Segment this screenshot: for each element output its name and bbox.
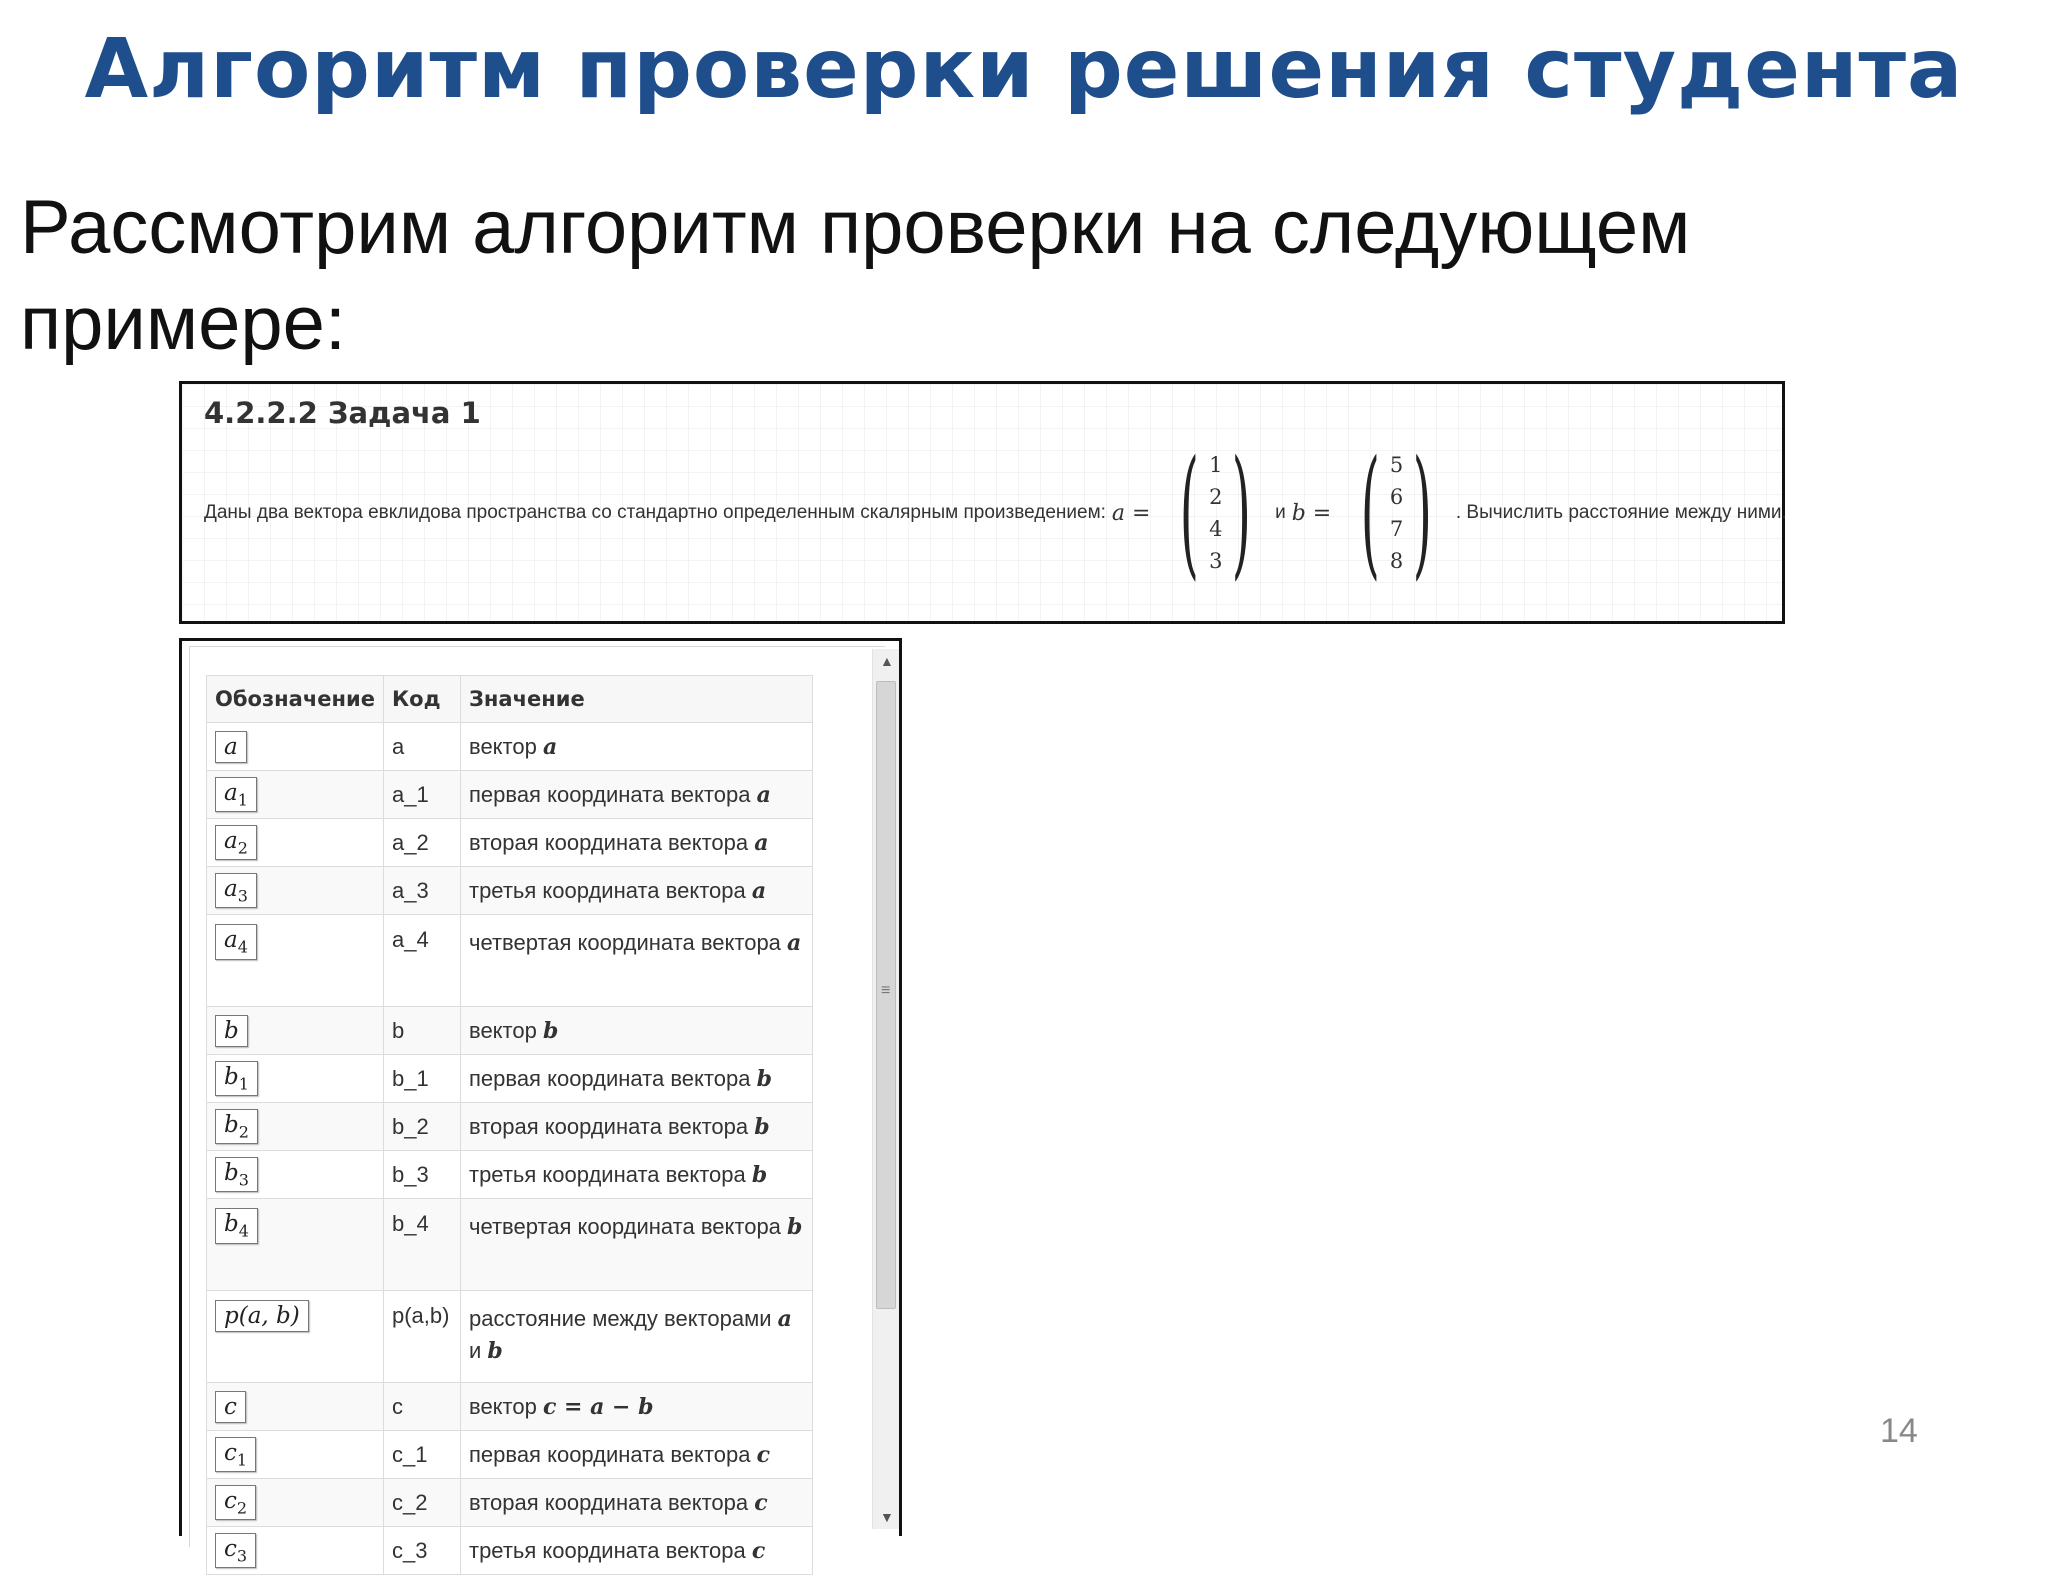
cell-code: b_3 <box>384 1151 461 1199</box>
table-row <box>207 867 813 915</box>
cell-value <box>461 1151 813 1199</box>
symbol-button[interactable] <box>215 1533 256 1569</box>
symbol-subscript: 4 <box>237 937 248 957</box>
symbol-text: b <box>224 1111 239 1138</box>
cell-code: c_1 <box>384 1431 461 1479</box>
table-row <box>207 1431 813 1479</box>
task-text-before: Даны два вектора евклидова пространства со стандартно определенным скалярным произведением: <box>204 502 1106 523</box>
table-row <box>207 771 813 819</box>
symbol-subscript: 4 <box>238 1221 249 1241</box>
table-row <box>207 1103 813 1151</box>
value-variable: a <box>751 877 767 904</box>
value-variable: c <box>751 1537 766 1564</box>
cell-symbol <box>207 1199 384 1291</box>
value-text: третья координата вектора <box>469 1537 746 1563</box>
value-text: первая координата вектора <box>469 1065 751 1091</box>
cell-code: b_1 <box>384 1055 461 1103</box>
table-row <box>207 1291 813 1383</box>
value-variable: a <box>542 733 558 760</box>
value-text: вторая координата вектора <box>469 1489 749 1515</box>
value-variable: b <box>787 1214 803 1240</box>
cell-symbol <box>207 723 384 771</box>
cell-symbol <box>207 1103 384 1151</box>
cell-symbol <box>207 1479 384 1527</box>
cell-code: b <box>384 1007 461 1055</box>
variables-panel <box>179 638 902 1566</box>
table-row <box>207 1151 813 1199</box>
cell-value <box>461 1291 813 1383</box>
table-row <box>207 1527 813 1575</box>
header-code: Код <box>384 676 461 723</box>
symbol-subscript: 3 <box>236 1546 248 1566</box>
symbol-subscript: 1 <box>238 1074 249 1094</box>
value-variable: a <box>754 829 769 856</box>
vector-a-value: 4 <box>1209 517 1223 541</box>
table-row <box>207 915 813 1007</box>
symbol-button[interactable] <box>215 1061 258 1097</box>
value-variable: b <box>542 1017 559 1044</box>
scrollbar[interactable] <box>872 649 899 1529</box>
task-heading: 4.2.2.2 Задача 1 <box>204 396 481 430</box>
value-text: первая координата вектора <box>469 781 751 807</box>
cell-value <box>461 723 813 771</box>
symbol-text: c <box>224 1393 237 1420</box>
cell-symbol <box>207 1007 384 1055</box>
value-text: четвертая координата вектора <box>469 930 781 955</box>
table-row <box>207 1007 813 1055</box>
value-text: вектор <box>469 1393 537 1419</box>
variables-table <box>206 675 813 1575</box>
cell-symbol <box>207 1527 384 1575</box>
cell-symbol <box>207 1383 384 1431</box>
cell-code: a <box>384 723 461 771</box>
cell-value <box>461 1479 813 1527</box>
symbol-text: a <box>224 927 238 953</box>
cell-value <box>461 1055 813 1103</box>
cell-code: c_2 <box>384 1479 461 1527</box>
vector-b-value: 6 <box>1389 485 1404 509</box>
value-variable: b <box>751 1161 768 1188</box>
value-text: четвертая координата вектора <box>469 1214 781 1239</box>
symbol-text: p(a, b) <box>224 1303 300 1329</box>
symbol-text: b <box>224 1211 239 1237</box>
symbol-button[interactable] <box>215 924 257 960</box>
value-text: вектор <box>469 733 537 759</box>
symbol-button[interactable] <box>215 731 247 763</box>
cell-code: p(a,b) <box>384 1291 461 1383</box>
page-number: 14 <box>1880 1412 1918 1450</box>
value-text: расстояние между векторами <box>469 1306 772 1331</box>
cell-code: a_3 <box>384 867 461 915</box>
task-panel <box>179 381 1785 624</box>
value-text: вторая координата вектора <box>469 829 749 855</box>
value-variable: c = a − b <box>542 1393 654 1420</box>
vector-b-value: 8 <box>1389 549 1404 573</box>
cell-symbol <box>207 1151 384 1199</box>
vector-b-label: b = <box>1291 500 1332 526</box>
table-row <box>207 1055 813 1103</box>
cell-code: b_4 <box>384 1199 461 1291</box>
right-paren-icon: ) <box>1232 431 1252 594</box>
task-text-after: . Вычислить расстояние между ними. <box>1455 502 1787 523</box>
cell-code: a_1 <box>384 771 461 819</box>
value-text: вторая координата вектора <box>469 1113 749 1139</box>
cell-value <box>461 1007 813 1055</box>
symbol-subscript: 1 <box>236 1450 248 1470</box>
table-header-row <box>207 676 813 723</box>
cell-symbol <box>207 819 384 867</box>
table-row <box>207 819 813 867</box>
cell-code: a_2 <box>384 819 461 867</box>
cell-value <box>461 819 813 867</box>
slide-title: Алгоритм проверки решения студента <box>84 22 1964 117</box>
cell-symbol <box>207 771 384 819</box>
value-text: третья координата вектора <box>469 1161 746 1187</box>
cell-symbol <box>207 1431 384 1479</box>
symbol-subscript: 3 <box>238 1170 249 1190</box>
cell-code: c <box>384 1383 461 1431</box>
cell-value <box>461 867 813 915</box>
vector-a-matrix <box>1162 431 1269 594</box>
symbol-button[interactable] <box>215 873 257 909</box>
symbol-button[interactable] <box>215 1109 258 1145</box>
value-conj: и <box>469 1338 482 1363</box>
symbol-text: c <box>224 1487 237 1514</box>
symbol-button[interactable] <box>215 1437 256 1473</box>
cell-value <box>461 771 813 819</box>
symbol-text: a <box>224 827 238 854</box>
task-conj: и <box>1275 502 1286 523</box>
right-paren-icon: ) <box>1412 431 1433 594</box>
value-variable: a <box>756 781 771 808</box>
cell-code: a_4 <box>384 915 461 1007</box>
symbol-text: b <box>224 1159 239 1186</box>
table-row <box>207 1199 813 1291</box>
symbol-subscript: 2 <box>237 838 248 858</box>
symbol-text: b <box>224 1017 239 1044</box>
header-symbol: Обозначение <box>207 676 384 723</box>
symbol-button[interactable] <box>215 1391 246 1423</box>
symbol-button[interactable] <box>215 1300 309 1332</box>
symbol-button[interactable] <box>215 1208 258 1244</box>
cell-value <box>461 1103 813 1151</box>
value-variable: a <box>787 930 802 956</box>
value-variable: c <box>754 1489 768 1516</box>
symbol-button[interactable] <box>215 825 257 861</box>
intro-text: Рассмотрим алгоритм проверки на следующем примере: <box>20 185 1691 366</box>
cell-symbol <box>207 1055 384 1103</box>
cell-value <box>461 1199 813 1291</box>
value-variable: b <box>756 1065 772 1092</box>
symbol-button[interactable] <box>215 1485 256 1521</box>
symbol-text: a <box>224 733 238 760</box>
cell-symbol <box>207 867 384 915</box>
cell-symbol <box>207 1291 384 1383</box>
left-paren-icon: ( <box>1360 431 1381 594</box>
header-value: Значение <box>461 676 813 723</box>
scroll-thumb[interactable] <box>876 681 896 1309</box>
symbol-text: b <box>224 1063 239 1090</box>
vector-a-value: 3 <box>1209 549 1223 573</box>
value-variable: b <box>487 1338 503 1364</box>
table-row <box>207 1479 813 1527</box>
vector-a-value: 2 <box>1209 485 1223 509</box>
table-row <box>207 1383 813 1431</box>
value-text: третья координата вектора <box>469 877 746 903</box>
symbol-subscript: 3 <box>237 886 248 906</box>
vector-b-value: 5 <box>1389 453 1404 477</box>
symbol-button[interactable] <box>215 1015 248 1047</box>
grip-icon: ≡ <box>881 982 891 999</box>
symbol-subscript: 2 <box>238 1122 249 1142</box>
vector-a-label: a = <box>1111 500 1151 526</box>
left-paren-icon: ( <box>1180 431 1200 594</box>
symbol-text: a <box>224 875 238 902</box>
symbol-text: c <box>224 1535 237 1562</box>
cell-value <box>461 915 813 1007</box>
cell-value <box>461 1383 813 1431</box>
symbol-text: c <box>224 1439 237 1466</box>
value-variable: b <box>754 1113 770 1140</box>
symbol-subscript: 2 <box>236 1498 248 1518</box>
cell-code: c_3 <box>384 1527 461 1575</box>
vector-b-value: 7 <box>1389 517 1404 541</box>
scroll-up-icon[interactable]: ▲ <box>880 653 894 669</box>
vector-a-value: 1 <box>1209 453 1223 477</box>
symbol-button[interactable] <box>215 1157 258 1193</box>
table-row <box>207 723 813 771</box>
cell-value <box>461 1527 813 1575</box>
symbol-button[interactable] <box>215 777 257 813</box>
scroll-down-icon[interactable]: ▼ <box>880 1509 894 1525</box>
value-variable: a <box>777 1306 792 1332</box>
symbol-text: a <box>224 779 238 806</box>
value-variable: c <box>756 1441 770 1468</box>
cell-code: b_2 <box>384 1103 461 1151</box>
value-text: вектор <box>469 1017 537 1043</box>
cell-symbol <box>207 915 384 1007</box>
task-statement <box>204 431 1787 594</box>
vector-b-matrix <box>1343 431 1450 594</box>
cell-value <box>461 1431 813 1479</box>
symbol-subscript: 1 <box>237 790 248 810</box>
value-text: первая координата вектора <box>469 1441 751 1467</box>
